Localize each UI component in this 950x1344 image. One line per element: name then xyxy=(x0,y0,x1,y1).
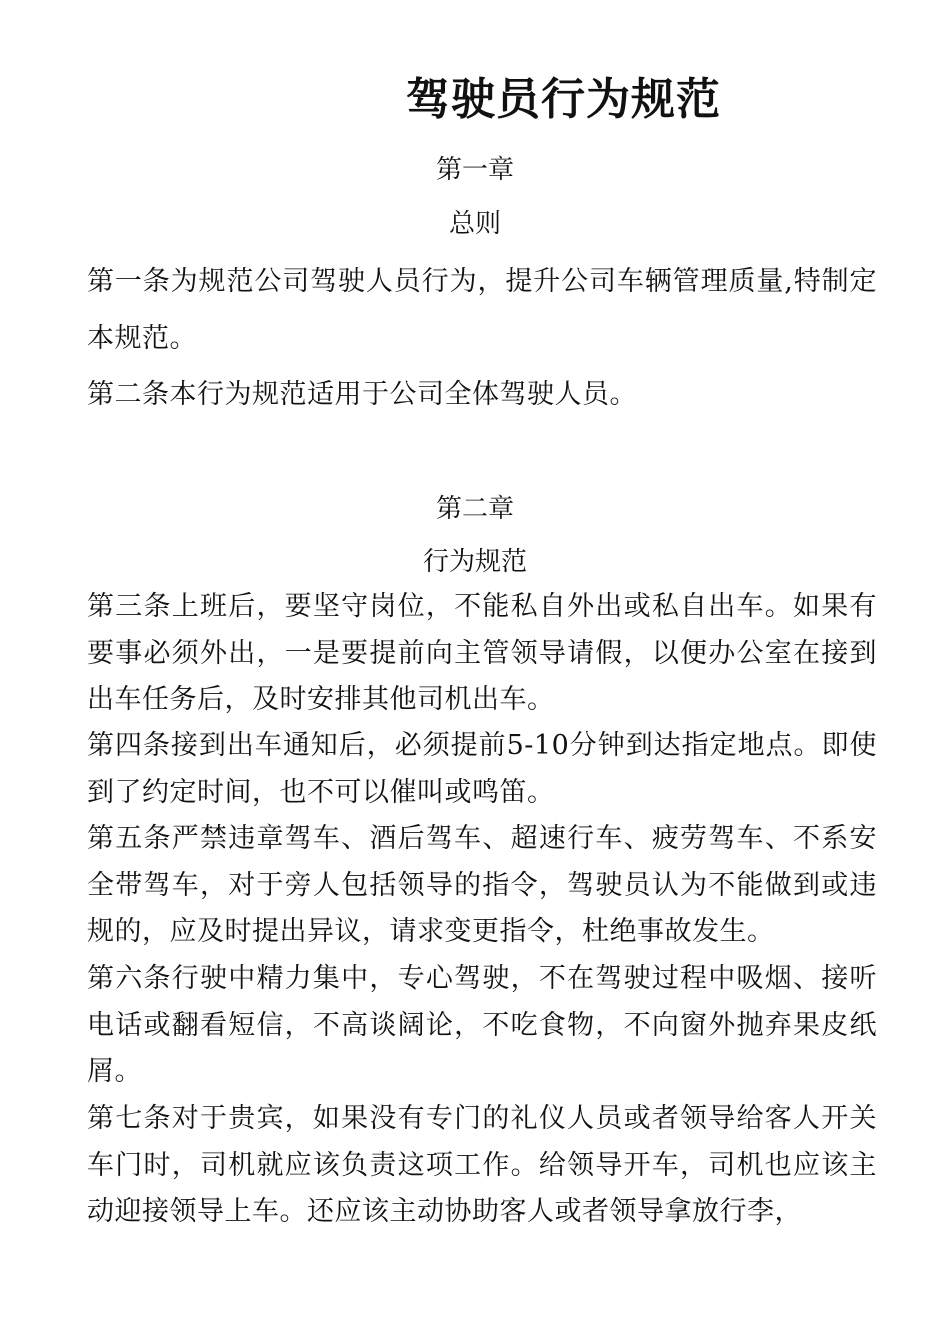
article-7: 第七条对于贵宾，如果没有专门的礼仪人员或者领导给客人开关车门时，司机就应该负责这项工作。给领导开车，司机也应该主动迎接领导上车。还应该主动协助客人或者领导拿放行李， xyxy=(87,1103,877,1227)
chapter-2-number: 第二章 xyxy=(435,494,514,524)
article-4: 第四条接到出车通知后，必须提前5-10分钟到达指定地点。即使到了约定时间，也不可以催叫或鸣笛。 xyxy=(87,730,877,808)
chapter-1-number: 第一章 xyxy=(435,155,514,185)
article-6: 第六条行驶中精力集中，专心驾驶，不在驾驶过程中吸烟、接听电话或翻看短信，不高谈阔论，不吃食物，不向窗外抛弃果皮纸屑。 xyxy=(87,963,877,1087)
article-5: 第五条严禁违章驾车、酒后驾车、超速行车、疲劳驾车、不系安全带驾车，对于旁人包括领导的指令，驾驶员认为不能做到或违规的，应及时提出异议，请求变更指令，杜绝事故发生。 xyxy=(87,823,877,947)
article-3: 第三条上班后，要坚守岗位，不能私自外出或私自出车。如果有要事必须外出，一是要提前向主管领导请假，以便办公室在接到出车任务后，及时安排其他司机出车。 xyxy=(87,591,877,715)
article-1: 第一条为规范公司驾驶人员行为，提升公司车辆管理质量,特制定本规范。 xyxy=(87,266,877,354)
chapter-1-name: 总则 xyxy=(448,209,501,239)
document-title: 驾驶员行为规范 xyxy=(406,74,721,125)
chapter-2-name: 行为规范 xyxy=(422,547,527,577)
article-2: 第二条本行为规范适用于公司全体驾驶人员。 xyxy=(87,379,637,410)
